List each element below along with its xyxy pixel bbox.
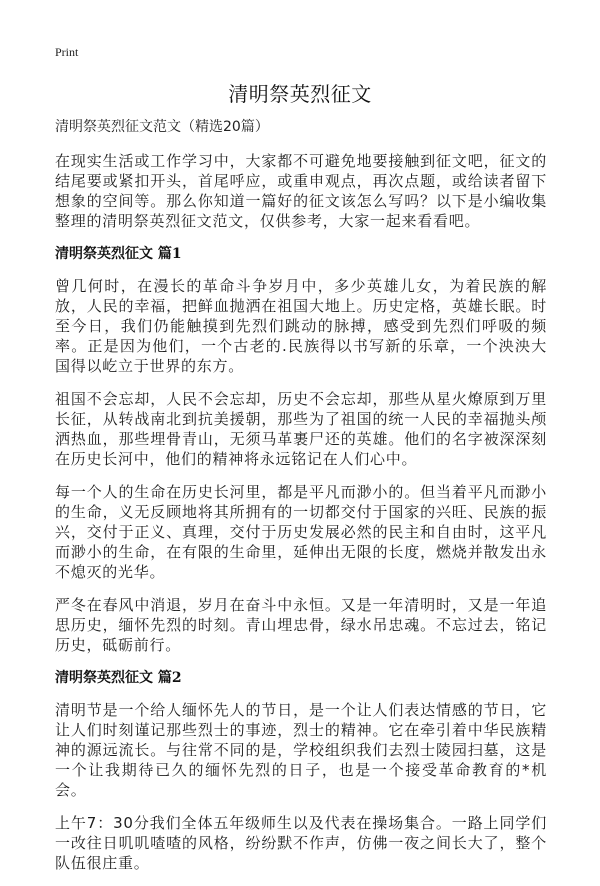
section-paragraph: 上午7：30分我们全体五年级师生以及代表在操场集合。一路上同学们一改往日叽叽喳喳的风格，纷纷默不作声，仿佛一夜之间长大了，整个队伍很庄重。 [55, 814, 547, 872]
section-paragraph: 严冬在春风中消退，岁月在奋斗中永恒。又是一年清明时，又是一年追思历史，缅怀先烈的时刻。青山埋忠骨，绿水吊忠魂。不忘过去，铭记历史，砥砺前行。 [55, 596, 547, 654]
section-heading: 清明祭英烈征文 篇2 [55, 670, 182, 686]
section-paragraph: 曾几何时，在漫长的革命斗争岁月中，多少英雄儿女，为着民族的解放，人民的幸福，把鲜血抛洒在祖国大地上。历史定格，英雄长眠。时至今日，我们仍能触摸到先烈们跳动的脉搏，感受到先烈们呼吸的频率。正是因为他们，一个古老的.民族得以书写新的乐章，一个泱泱大国得以屹立于世界的东方。 [55, 277, 547, 375]
section-1 [55, 244, 547, 655]
document-title: 清明祭英烈征文 [228, 82, 372, 106]
section-heading: 清明祭英烈征文 篇1 [55, 246, 182, 262]
section-paragraph: 每一个人的生命在历史长河里，都是平凡而渺小的。但当着平凡而渺小的生命，义无反顾地将其所拥有的一切都交付于国家的兴旺、民族的振兴，交付于正义、真理，交付于历史发展必然的民主和自由时，这平凡而渺小的生命，在有限的生命里，延伸出无限的长度，燃烧并散发出永不熄灭的光华。 [55, 483, 547, 581]
intro-paragraph: 在现实生活或工作学习中，大家都不可避免地要接触到征文吧，征文的结尾要或紧扣开头，首尾呼应，或重申观点，再次点题，或给读者留下想象的空间等。那么你知道一篇好的征文该怎么写吗？以下是小编收集整理的清明祭英烈征文范文，仅供参考，大家一起来看看吧。 [55, 152, 547, 230]
section-paragraph: 祖国不会忘却，人民不会忘却，历史不会忘却，那些从星火燎原到万里长征，从转战南北到抗美援朝，那些为了祖国的统一人民的幸福抛头颅洒热血，那些埋骨青山，无须马革裹尸还的英雄。他们的名字被深深刻在历史长河中，他们的精神将永远铭记在人们心中。 [55, 390, 547, 468]
section-paragraph: 清明节是一个给人缅怀先人的节日，是一个让人们表达情感的节日，它让人们时刻谨记那些烈士的事迹，烈士的精神。它在牵引着中华民族精神的源远流长。与往常不同的是，学校组织我们去烈士陵园扫墓，这是一个让我期待已久的缅怀先烈的日子，也是一个接受革命教育的*机会。 [55, 701, 547, 799]
document-subtitle: 清明祭英烈征文范文（精选20篇） [55, 119, 269, 135]
print-label: Print [55, 45, 79, 59]
section-2 [55, 668, 547, 873]
document-body [55, 117, 547, 886]
